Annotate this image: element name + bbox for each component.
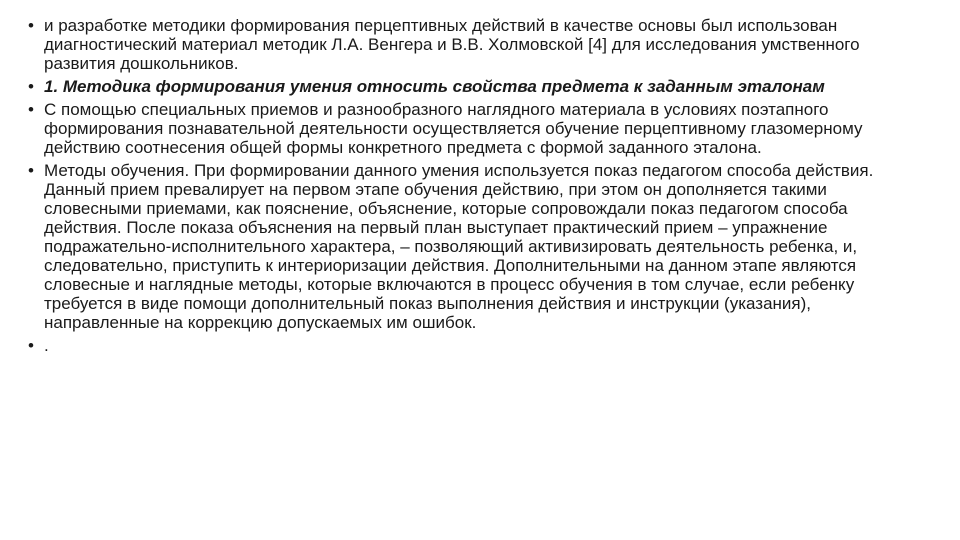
bullet-text: С помощью специальных приемов и разнообразного наглядного материала в условиях поэтапного формирования познавательной деятельности осуществляется обучение перцептивному глазомерному действию соотнесения общей формы конкретного предмета с формой заданного эталона. xyxy=(44,100,863,157)
bullet-text: 1. Методика формирования умения относить свойства предмета к заданным эталонам xyxy=(44,77,825,96)
bullet-marker: • xyxy=(28,161,34,180)
bullet-text: Методы обучения. При формировании данного умения используется показ педагогом способа действия. Данный прием превалирует на первом этапе обучения действию, при этом он дополняется такими словесными приемами, как пояснение, объяснение, которые сопровождали показ педагогом способа действия. После показа объяснения на первый план выступает практический прием – упражнение подражательно-исполнительного характера, – позволяющий активизировать деятельность ребенка, и, следовательно, приступить к интериоризации действия. Дополнительными на данном этапе являются словесные и наглядные методы, которые включаются в процесс обучения в том случае, если ребенку требуется в виде помощи дополнительный показ выполнения действия и инструкции (указания), направленные на коррекцию допускаемых им ошибок. xyxy=(44,161,874,332)
bullet-item-5 xyxy=(28,336,908,355)
bullet-item-1 xyxy=(28,16,908,73)
bullet-list xyxy=(28,16,908,359)
bullet-marker: • xyxy=(28,100,34,119)
bullet-text: . xyxy=(44,336,49,355)
bullet-text: и разработке методики формирования перцептивных действий в качестве основы был использован диагностический материал методик Л.А. Венгера и В.В. Холмовской [4] для исследования умственного развития дошкольников. xyxy=(44,16,860,73)
bullet-item-2-method-title xyxy=(28,77,908,96)
bullet-marker: • xyxy=(28,16,34,35)
bullet-item-3 xyxy=(28,100,908,157)
bullet-marker: • xyxy=(28,336,34,355)
bullet-marker: • xyxy=(28,77,34,96)
bullet-item-4 xyxy=(28,161,908,332)
